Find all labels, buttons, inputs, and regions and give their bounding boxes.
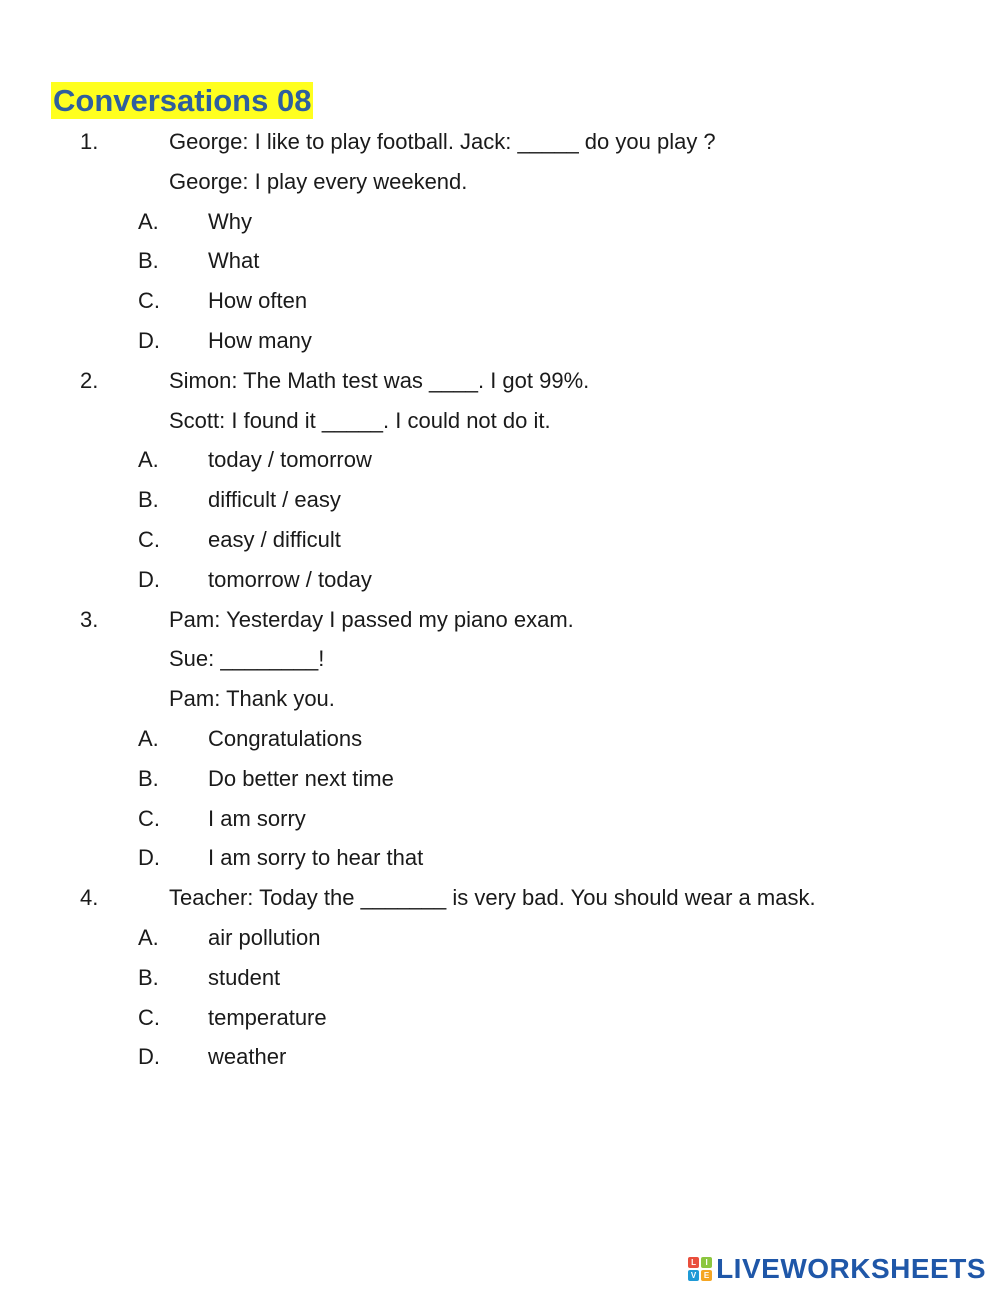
logo-icon [688,1257,712,1281]
question-number: 2. [80,367,99,393]
answer-option[interactable] [0,838,1000,878]
option-text: What [208,248,260,274]
answer-option[interactable] [0,958,1000,998]
option-text: Do better next time [208,765,394,791]
question-text: George: I play every weekend. [169,168,468,194]
option-letter: A. [138,208,159,234]
answer-option[interactable] [0,560,1000,600]
option-letter: D. [138,566,160,592]
question-text: George: I like to play football. Jack: _____ do you play ? [169,129,716,154]
dialogue-row [0,401,1000,441]
option-letter: D. [138,327,160,353]
logo-tile: L [688,1257,699,1268]
option-letter: B. [138,487,159,513]
option-text: student [208,964,281,990]
option-letter: C. [138,805,160,831]
option-text: temperature [208,1004,327,1030]
option-letter: D. [138,1044,160,1070]
option-letter: C. [138,288,160,314]
quiz-list [0,122,1000,1077]
option-text: today / tomorrow [208,447,372,473]
option-text: difficult / easy [208,487,341,513]
option-text: I am sorry [208,805,306,831]
page-title: Conversations 08 [53,83,312,118]
answer-option[interactable] [0,321,1000,361]
option-text: Congratulations [208,725,363,751]
question-number: 1. [80,129,99,154]
option-letter: A. [138,924,159,950]
option-text: air pollution [208,924,321,950]
option-letter: C. [138,526,160,552]
question-text: Teacher: Today the _______ is very bad. You should wear a mask. [169,885,816,911]
answer-option[interactable] [0,520,1000,560]
question-row [0,600,1000,640]
option-text: How often [208,288,308,314]
answer-option[interactable] [0,1037,1000,1077]
answer-option[interactable] [0,480,1000,520]
option-text: How many [208,327,312,353]
option-letter: A. [138,725,159,751]
question-text: Sue: ________! [169,646,325,672]
option-text: easy / difficult [208,526,341,552]
option-letter: A. [138,447,159,473]
answer-option[interactable] [0,440,1000,480]
question-row [0,122,1000,162]
question-text: Scott: I found it _____. I could not do it. [169,407,551,433]
question-number: 4. [80,885,99,911]
option-letter: B. [138,765,159,791]
question-text: Pam: Thank you. [169,686,335,712]
logo-tile: V [688,1270,699,1281]
question-row [0,361,1000,401]
answer-option[interactable] [0,759,1000,799]
question-number: 3. [80,606,99,632]
option-text: I am sorry to hear that [208,845,424,871]
question-text: Pam: Yesterday I passed my piano exam. [169,606,574,632]
dialogue-row [0,162,1000,202]
option-letter: C. [138,1004,160,1030]
option-letter: D. [138,845,160,871]
option-letter: B. [138,964,159,990]
answer-option[interactable] [0,918,1000,958]
answer-option[interactable] [0,202,1000,242]
answer-option[interactable] [0,799,1000,839]
dialogue-row [0,679,1000,719]
liveworksheets-logo [688,1251,986,1287]
brand-name: LIVEWORKSHEETS [716,1253,986,1284]
option-text: weather [208,1044,287,1070]
answer-option[interactable] [0,719,1000,759]
answer-option[interactable] [0,241,1000,281]
option-text: tomorrow / today [208,566,372,592]
logo-tile: I [701,1257,712,1268]
answer-option[interactable] [0,281,1000,321]
dialogue-row [0,639,1000,679]
option-text: Why [208,208,252,234]
question-row [0,878,1000,918]
option-letter: B. [138,248,159,274]
question-text: Simon: The Math test was ____. I got 99%. [169,367,590,393]
answer-option[interactable] [0,998,1000,1038]
logo-tile: E [701,1270,712,1281]
